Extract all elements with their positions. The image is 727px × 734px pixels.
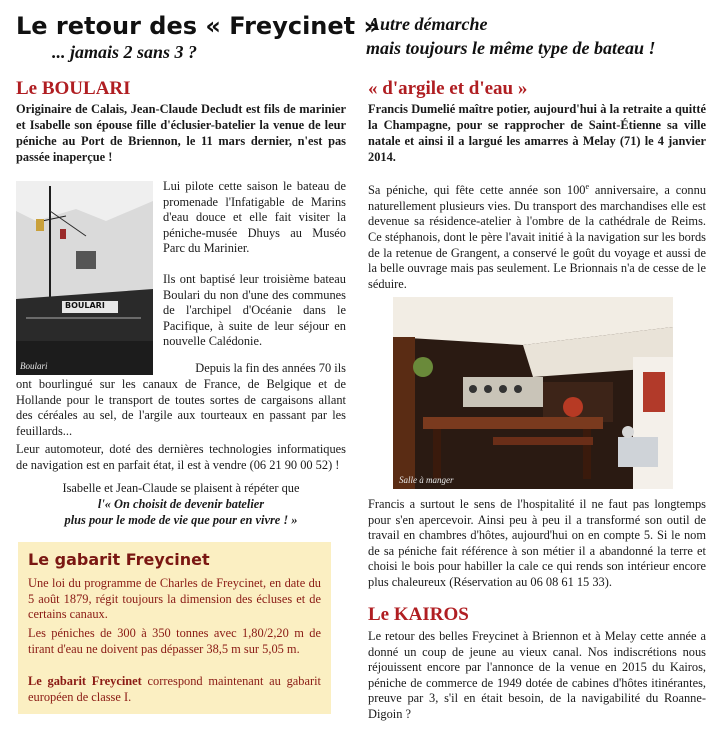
kairos-para: Le retour des belles Freycinet à Briennon et à Melay cette année a donné un coup de jeune au vieux canal. Nos indiscrétions nous réjouissent encore par l'annonce de la venue en 2015 du Kairos, péniche de commerce de 1949 dotée de cabines d'hôtes itinérantes, preuve par 3, s'il en était besoin, de la navigabilité du Roanne-Digoin ? bbox=[368, 629, 706, 721]
boulari-photo-caption: Boulari bbox=[20, 361, 48, 371]
argile-para-1-sup: e bbox=[585, 182, 590, 191]
boulari-para-4: Leur automoteur, doté des dernières technologies informatiques de navigation est en parfait état, il est à vendre (06 21 90 00 52) ! bbox=[16, 442, 346, 472]
dining-room-illustration bbox=[393, 297, 673, 489]
gauge-box-para-3 bbox=[28, 674, 321, 705]
dining-room-photo bbox=[393, 297, 673, 489]
boulari-para-3a: Depuis la fin des années 70 ils bbox=[195, 361, 346, 375]
boat-illustration bbox=[16, 181, 153, 375]
section-title-argile: « d'argile et d'eau » bbox=[368, 78, 528, 99]
gauge-box-para-2: Les péniches de 300 à 350 tonnes avec 1,80/2,20 m de tirant d'eau ne doivent pas dépasser 38,5 m sur 5,05 m. bbox=[28, 626, 321, 656]
freycinet-gauge-box bbox=[18, 542, 331, 714]
gauge-box-rest: correspond maintenant au gabarit européen de classe I. bbox=[28, 674, 321, 704]
section-title-kairos: Le KAIROS bbox=[368, 604, 469, 625]
argile-para-2: Francis a surtout le sens de l'hospitalité il ne faut pas longtemps pour s'en apercevoir. Ainsi peu à peu il a transformé son outil de travail en chambres d'hôtes, aujourd'hui on en compte 5. Si le nom de sa péniche fait référence à son métier il a abandonné la terre et choisi le bois pour habiller la cale ce qui rends son intérieur encore plus chaleureux (Réservation au 06 08 61 15 33). bbox=[368, 497, 706, 589]
right-headline-2: mais toujours le même type de bateau ! bbox=[366, 38, 656, 58]
argile-para-1-b: anniversaire, a connu naturellement plusieurs vies. Du transport des marchandises elle est devenue sa résidence-atelier à l'ombre de la cathédrale de Reims. Ce stéphanois, dont le père l'avait initié à la navigation sur les bords de la retenue de Grangent, a conservé le goût du voyage et aussi de la belle ouvrage mais pas seulement. Le Brionnais n'a de cesse de le séduire. bbox=[368, 183, 707, 291]
article-subtitle: ... jamais 2 sans 3 ? bbox=[52, 42, 198, 62]
article-title: Le retour des « Freycinet » bbox=[16, 12, 379, 40]
gauge-box-emphasis: Le gabarit Freycinet bbox=[28, 674, 142, 688]
quote-line-2: plus pour le mode de vie que pour en vivre ! » bbox=[64, 513, 298, 527]
gauge-box-title: Le gabarit Freycinet bbox=[28, 550, 210, 569]
gauge-box-para-1: Une loi du programme de Charles de Freycinet, en date du 5 août 1879, régit toujours la dimension des écluses et de certains canaux. bbox=[28, 576, 321, 622]
boulari-para-3b: ont bourlingué sur les canaux de France, de Belgique et de Hollande pour le transport de toutes sortes de cargaisons allant des céréales au sel, de l'argile aux tourteaux en passant par les feuillards... bbox=[16, 377, 346, 438]
argile-para-1-a: Sa péniche, qui fête cette année son 100 bbox=[368, 183, 586, 198]
boulari-para-1: Lui pilote cette saison le bateau de promenade l'Infatigable de Marins d'eau douce et elle fait visiter la péniche-musée Dhuys au Muséo Parc du Marinier. bbox=[163, 179, 346, 256]
argile-lead: Francis Dumelié maître potier, aujourd'hui à la retraite a quitté la Champagne, pour se rapprocher de Saint-Étienne sa ville natale et ainsi il a largué les amarres à Melay (71) le 4 janvier 2014. bbox=[368, 102, 706, 164]
boat-name-plate: BOULARI bbox=[65, 301, 105, 310]
dining-photo-caption: Salle à manger bbox=[399, 475, 454, 485]
quote-intro: Isabelle et Jean-Claude se plaisent à répéter que bbox=[62, 481, 300, 495]
quote-text-1: « On choisit de devenir batelier bbox=[104, 497, 265, 511]
quote-prefix: l' bbox=[97, 497, 105, 511]
quote-line-1 bbox=[16, 496, 346, 512]
boulari-photo bbox=[16, 181, 153, 375]
boulari-para-2: Ils ont baptisé leur troisième bateau Boulari du non d'une des communes de l'archipel d'Océanie dans le Pacifique, à suite de leur séjour en nouvelle Calédonie. bbox=[163, 272, 346, 349]
boulari-lead: Originaire de Calais, Jean-Claude Decludt est fils de marinier et Isabelle son épouse fille d'éclusier-batelier la venue de leur péniche au Port de Briennon, le 11 mars dernier, n'est pas passée inaperçue ! bbox=[16, 102, 346, 164]
argile-para-1 bbox=[368, 179, 706, 292]
section-title-boulari: Le BOULARI bbox=[16, 78, 131, 99]
right-headline-1: Autre démarche bbox=[368, 14, 488, 34]
